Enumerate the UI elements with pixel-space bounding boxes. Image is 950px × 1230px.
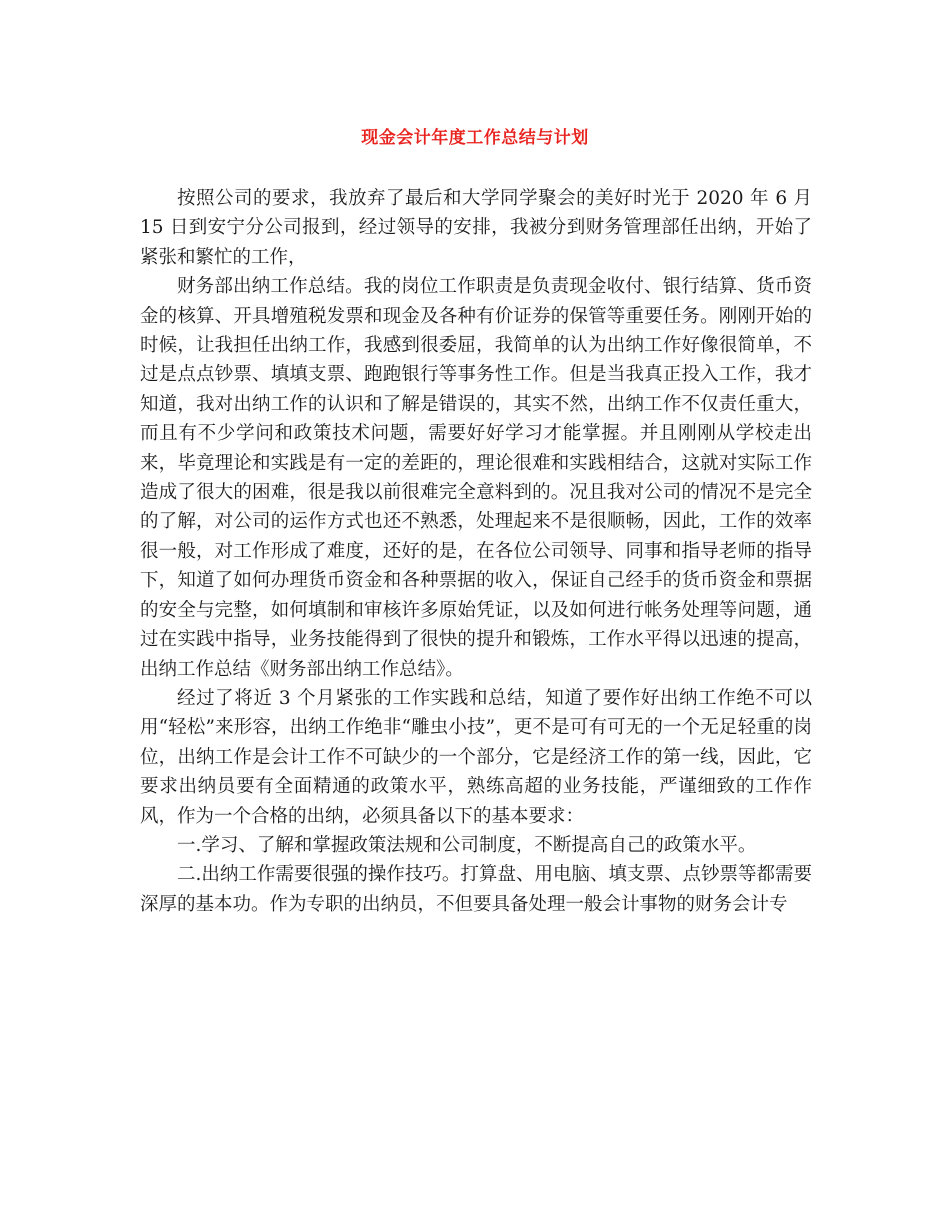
document-title: 现金会计年度工作总结与计划	[361, 128, 589, 148]
paragraph: 按照公司的要求，我放弃了最后和大学同学聚会的美好时光于 2020 年 6 月 15 日到安宁分公司报到，经过领导的安排，我被分到财务管理部任出纳，开始了紧张和繁忙的工作，	[140, 188, 812, 268]
paragraph: 财务部出纳工作总结。我的岗位工作职责是负责现金收付、银行结算、货币资金的核算、开具增殖税发票和现金及各种有价证券的保管等重要任务。刚刚开始的时候，让我担任出纳工作，我感到很委屈，我简单的认为出纳工作好像很简单，不过是点点钞票、填填支票、跑跑银行等事务性工作。但是当我真正投入工作，我才知道，我对出纳工作的认识和了解是错误的，其实不然，出纳工作不仅责任重大，而且有不少学问和政策技术问题，需要好好学习才能掌握。并且刚刚从学校走出来，毕竟理论和实践是有一定的差距的，理论很难和实践相结合，这就对实际工作造成了很大的困难，很是我以前很难完全意料到的。况且我对公司的情况不是完全的了解，对公司的运作方式也还不熟悉，处理起来不是很顺畅，因此，工作的效率很一般，对工作形成了难度，还好的是，在各位公司领导、同事和指导老师的指导下，知道了如何办理货币资金和各种票据的收入，保证自己经手的货币资金和票据的安全与完整，如何填制和审核许多原始凭证，以及如何进行帐务处理等问题，通过在实践中指导，业务技能得到了很快的提升和锻炼，工作水平得以迅速的提高，出纳工作总结《财务部出纳工作总结》。	[140, 276, 812, 680]
paragraph: 一.学习、了解和掌握政策法规和公司制度，不断提高自己的政策水平。	[177, 834, 757, 856]
paragraph: 经过了将近 3 个月紧张的工作实践和总结，知道了要作好出纳工作绝不可以用“轻松”来形容，出纳工作绝非“雕虫小技”，更不是可有可无的一个无足轻重的岗位，出纳工作是会计工作不可缺少的一个部分，它是经济工作的第一线，因此，它要求出纳员要有全面精通的政策水平，熟练高超的业务技能，严谨细致的工作作风，作为一个合格的出纳，必须具备以下的基本要求：	[140, 687, 812, 827]
document-body	[140, 184, 812, 919]
paragraph: 二.出纳工作需要很强的操作技巧。打算盘、用电脑、填支票、点钞票等都需要深厚的基本功。作为专职的出纳员，不但要具备处理一般会计事物的财务会计专	[140, 864, 812, 915]
